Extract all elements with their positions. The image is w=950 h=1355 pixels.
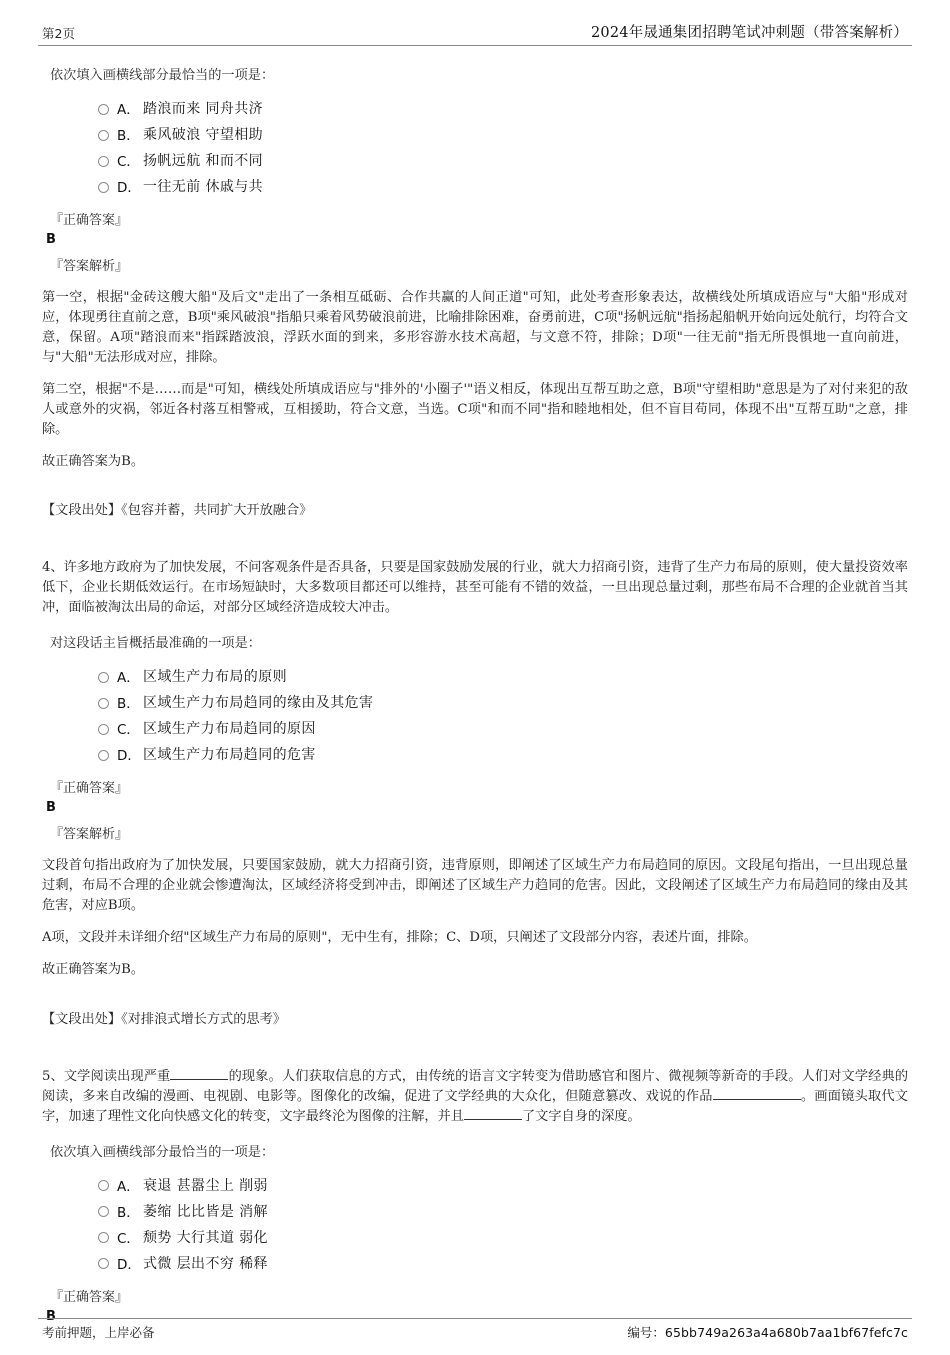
- page-content: [38, 46, 912, 1326]
- question-q3-continued: [42, 66, 908, 521]
- option-d[interactable]: [42, 1250, 908, 1276]
- fill-blank-3: [464, 1119, 522, 1120]
- analysis-paragraph-2: 第二空，根据"不是……而是"可知，横线处所填成语应与"排外的'小圈子'"语义相反，体现出互帮互助之意，B项"守望相助"意思是为了对付来犯的敌人或意外的灾祸，邻近各村落互相警戒，互相援助，符合文意，当选。C项"和而不同"指和睦地相处，但不盲目苟同，体现不出"互帮互助"之意，排除。: [42, 382, 908, 437]
- question-stem: [42, 1067, 908, 1127]
- option-letter: D．: [117, 1256, 141, 1273]
- option-text: 萎缩 比比皆是 消解: [143, 1203, 268, 1220]
- option-b[interactable]: [42, 121, 908, 147]
- option-letter: C．: [117, 1230, 140, 1247]
- stem-segment-3: 。画面镜头取代文字，加速了理性文化向快感文化的转变，文字最终沦为图像的注解，并且: [42, 1088, 908, 1124]
- option-letter: D．: [117, 748, 141, 765]
- option-letter: C．: [117, 154, 140, 170]
- option-d[interactable]: [42, 173, 908, 199]
- correct-answer-label: 『正确答案』: [50, 1289, 129, 1305]
- option-a[interactable]: [42, 1172, 908, 1198]
- page-header: [38, 10, 912, 46]
- serial-value: 65bb749a263a4a680b7aa1bf67fefc7c: [664, 1325, 908, 1340]
- options-list: [42, 1172, 908, 1276]
- option-c[interactable]: [42, 1224, 908, 1250]
- option-letter: C．: [117, 722, 140, 739]
- page-footer: [38, 1318, 912, 1341]
- radio-icon[interactable]: [98, 1180, 109, 1191]
- footer-note: 考前押题，上岸必备: [42, 1325, 155, 1340]
- radio-icon[interactable]: [98, 104, 109, 115]
- fill-blank-2: [713, 1099, 801, 1100]
- question-stem: 4、许多地方政府为了加快发展，不问客观条件是否具备，只要是国家鼓励发展的行业，就大力招商引资，违背了生产力布局的原则，使大量投资效率低下，企业长期低效运行。在市场短缺时，大多数项目都还可以维持，甚至可能有不错的效益，一旦出现总量过剩，那些布局不合理的企业就首当其冲，面临被淘汰出局的命运，对部分区域经济造成较大冲击。: [42, 560, 908, 616]
- option-letter: A．: [117, 670, 140, 687]
- exam-page: [0, 10, 950, 1355]
- option-a[interactable]: [42, 663, 908, 689]
- analysis-conclusion: 故正确答案为B。: [42, 962, 145, 978]
- source-prefix: 【文段出处】: [42, 1011, 122, 1027]
- option-letter: B．: [117, 696, 140, 713]
- option-c[interactable]: [42, 715, 908, 741]
- option-b[interactable]: [42, 689, 908, 715]
- radio-icon[interactable]: [98, 182, 109, 193]
- option-text: 区域生产力布局的原则: [143, 669, 287, 686]
- option-letter: D．: [117, 180, 141, 196]
- radio-icon[interactable]: [98, 156, 109, 167]
- fill-blank-1: [170, 1079, 228, 1080]
- option-text: 区域生产力布局趋同的原因: [143, 721, 316, 738]
- radio-icon[interactable]: [98, 750, 109, 761]
- stem-segment-1: 5、文学阅读出现严重: [42, 1068, 171, 1084]
- radio-icon[interactable]: [98, 698, 109, 709]
- analysis-paragraph-1: 文段首句指出政府为了加快发展，只要国家鼓励，就大力招商引资，违背原则，即阐述了区域生产力布局趋同的原因。文段尾句指出，一旦出现总量过剩，布局不合理的企业就会惨遭淘汰，区域经济将受到冲击，即阐述了区域生产力趋同的危害。因此，文段阐述了区域生产力布局趋同的缘由及其危害，对应B项。: [42, 858, 908, 914]
- analysis-paragraph-2: A项，文段并未详细介绍"区域生产力布局的原则"，无中生有，排除；C、D项，只阐述了文段部分内容，表述片面，排除。: [42, 930, 757, 946]
- option-text: 颓势 大行其道 弱化: [143, 1229, 268, 1246]
- document-title: 2024年晟通集团招聘笔试冲刺题（带答案解析）: [591, 25, 908, 41]
- source-prefix: 【文段出处】: [42, 503, 122, 519]
- option-text: 式微 层出不穷 稀释: [143, 1255, 268, 1272]
- question-prompt: 对这段话主旨概括最准确的一项是：: [50, 636, 261, 652]
- stem-segment-2: 的现象。人们获取信息的方式，由传统的语言文字转变为借助感官和图片、微视频等新奇的手段。人们对文学经典的阅读，多来自改编的漫画、电视剧、电影等。图像化的改编，促进了文学经典的大众化，但随意篡改、戏说的作品: [42, 1068, 909, 1104]
- option-text: 衰退 甚嚣尘上 削弱: [143, 1177, 268, 1194]
- option-text: 踏浪而来 同舟共济: [143, 101, 264, 117]
- options-list: [42, 95, 908, 199]
- option-c[interactable]: [42, 147, 908, 173]
- correct-answer-value: B: [46, 1308, 56, 1324]
- question-q5: [42, 1067, 908, 1326]
- options-list: [42, 663, 908, 767]
- source-title: 《对排浪式增长方式的思考》: [121, 1011, 286, 1027]
- option-text: 扬帆远航 和而不同: [143, 153, 264, 169]
- answer-analysis-label: 『答案解析』: [50, 827, 129, 843]
- option-a[interactable]: [42, 95, 908, 121]
- radio-icon[interactable]: [98, 1258, 109, 1269]
- stem-segment-4: 了文字自身的深度。: [522, 1108, 641, 1124]
- footer-serial: [627, 1323, 908, 1341]
- question-prompt: 依次填入画横线部分最恰当的一项是：: [50, 1144, 275, 1160]
- analysis-paragraph-1: 第一空，根据"金砖这艘大船"及后文"走出了一条相互砥砺、合作共赢的人间正道"可知，此处考查形象表达，故横线处所填成语应与"大船"形成对应，体现勇往直前之意，B项"乘风破浪"指船只乘着风势破浪前进，比喻排除困难，奋勇前进，C项"扬帆远航"指扬起船帆开始向远处航行，均符合文意，保留。A项"踏浪而来"指踩踏波浪，浮跃水面的到来，多形容游水技术高超，与文意不符，排除；D项"一往无前"指无所畏惧地一直向前进，与"大船"无法形成对应，排除。: [42, 290, 908, 365]
- option-letter: A．: [117, 102, 140, 118]
- option-text: 区域生产力布局趋同的缘由及其危害: [143, 695, 374, 712]
- radio-icon[interactable]: [98, 672, 109, 683]
- answer-analysis-label: 『答案解析』: [50, 259, 129, 274]
- option-text: 区域生产力布局趋同的危害: [143, 747, 316, 764]
- option-d[interactable]: [42, 741, 908, 767]
- source-line: [42, 501, 908, 521]
- option-text: 乘风破浪 守望相助: [143, 127, 264, 143]
- radio-icon[interactable]: [98, 724, 109, 735]
- option-letter: B．: [117, 128, 140, 144]
- radio-icon[interactable]: [98, 1232, 109, 1243]
- serial-label: 编号：: [627, 1325, 665, 1340]
- radio-icon[interactable]: [98, 1206, 109, 1217]
- option-letter: A．: [117, 1178, 140, 1195]
- correct-answer-label: 『正确答案』: [50, 213, 129, 228]
- source-line: [42, 1010, 908, 1030]
- option-text: 一往无前 休戚与共: [143, 179, 264, 195]
- radio-icon[interactable]: [98, 130, 109, 141]
- correct-answer-value: B: [46, 800, 56, 816]
- question-prompt: 依次填入画横线部分最恰当的一项是：: [50, 68, 275, 83]
- page-number: 第2页: [42, 26, 75, 41]
- analysis-conclusion: 故正确答案为B。: [42, 454, 145, 469]
- option-b[interactable]: [42, 1198, 908, 1224]
- source-title: 《包容并蓄，共同扩大开放融合》: [121, 503, 313, 519]
- correct-answer-label: 『正确答案』: [50, 781, 129, 797]
- option-letter: B．: [117, 1204, 140, 1221]
- correct-answer-value: B: [46, 232, 56, 247]
- question-q4: [42, 558, 908, 1029]
